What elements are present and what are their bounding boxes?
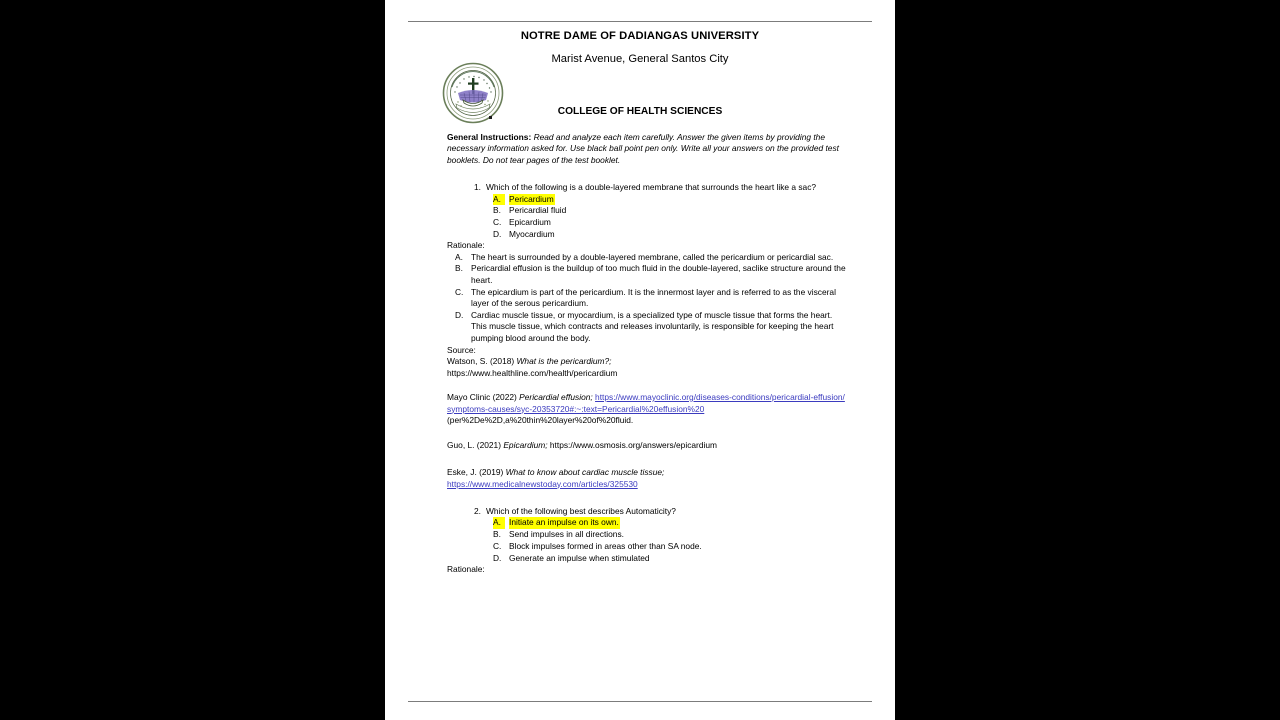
source-author-year: Watson, S. (2018) bbox=[447, 356, 515, 366]
option-letter: B. bbox=[493, 205, 501, 216]
document-header bbox=[408, 29, 872, 118]
option-text: Pericardial fluid bbox=[509, 205, 567, 216]
option-text: Send impulses in all directions. bbox=[509, 529, 624, 540]
source-entry bbox=[447, 467, 847, 490]
source-url-tail: (per%2De%2D,a%20thin%20layer%20of%20fluid. bbox=[447, 415, 634, 425]
option-letter: B. bbox=[493, 529, 501, 540]
source-title: Epicardium; bbox=[503, 439, 548, 450]
option-row[interactable] bbox=[447, 194, 847, 206]
rationale-row bbox=[447, 252, 847, 264]
general-instructions-text: Read and analyze each item carefully. Answer the given items by providing the necessary information asked for. Use black ball point pen only. Write all your answers on the provided test booklets. Do not tear pages of the test booklet. bbox=[447, 132, 839, 165]
rationale-row bbox=[447, 287, 847, 310]
general-instructions-label: General Instructions: bbox=[447, 132, 532, 142]
source-author-year: Guo, L. (2021) bbox=[447, 439, 502, 450]
college-name: COLLEGE OF HEALTH SCIENCES bbox=[557, 106, 723, 117]
source-title: Pericardial effusion; bbox=[519, 392, 593, 402]
document-page bbox=[385, 0, 895, 720]
rationale-list bbox=[447, 252, 847, 345]
option-row[interactable] bbox=[447, 217, 847, 229]
source-label: Source: bbox=[447, 344, 476, 355]
source-url-link[interactable]: https://www.medicalnewstoday.com/articles/325530 bbox=[447, 478, 638, 489]
question-item bbox=[447, 182, 847, 193]
option-text: Pericardium bbox=[509, 193, 554, 204]
option-letter: D. bbox=[493, 228, 502, 239]
option-letter: A. bbox=[493, 194, 505, 206]
rationale-text: Pericardial effusion is the buildup of too much fluid in the double-layered, saclike structure around the heart. bbox=[471, 263, 846, 286]
option-row[interactable] bbox=[447, 205, 847, 217]
option-text: Block impulses formed in areas other than SA node. bbox=[509, 540, 702, 551]
source-title: What to know about cardiac muscle tissue; bbox=[505, 467, 665, 477]
option-row[interactable] bbox=[447, 541, 847, 553]
question-options bbox=[447, 194, 847, 241]
option-text: Initiate an impulse on its own. bbox=[509, 517, 619, 528]
option-letter: C. bbox=[493, 540, 502, 551]
university-name: NOTRE DAME OF DADIANGAS UNIVERSITY bbox=[520, 30, 760, 42]
source-entry bbox=[447, 392, 847, 427]
option-letter: D. bbox=[493, 552, 502, 563]
option-row[interactable] bbox=[447, 517, 847, 529]
question-item bbox=[447, 506, 847, 517]
question-number: 1. bbox=[474, 182, 481, 193]
source-url: https://www.osmosis.org/answers/epicardium bbox=[549, 439, 717, 450]
source-title: What is the pericardium?; bbox=[516, 356, 612, 366]
question-text: Which of the following is a double-layered membrane that surrounds the heart like a sac? bbox=[486, 182, 817, 193]
source-entry bbox=[447, 356, 847, 379]
option-text: Generate an impulse when stimulated bbox=[509, 552, 650, 563]
rationale-text: The heart is surrounded by a double-layered membrane, called the pericardium or pericardial sac. bbox=[471, 251, 834, 262]
option-row[interactable] bbox=[447, 553, 847, 565]
source-url-link[interactable]: https://www.mayoclinic.org/diseases-conditions/pericardial-effusion/symptoms-causes/syc-20353720#:~:text=Pericardial%20effusion%20 bbox=[447, 392, 845, 414]
footer-rule bbox=[408, 701, 872, 702]
source-author-year: Mayo Clinic (2022) bbox=[447, 392, 517, 402]
header-rule bbox=[408, 21, 872, 22]
source-author-year: Eske, J. (2019) bbox=[447, 467, 504, 477]
rationale-label: Rationale: bbox=[447, 564, 485, 575]
rationale-letter: A. bbox=[455, 251, 463, 262]
rationale-label: Rationale: bbox=[447, 240, 485, 251]
rationale-letter: B. bbox=[455, 263, 463, 274]
option-row[interactable] bbox=[447, 229, 847, 241]
option-letter: C. bbox=[493, 217, 502, 228]
university-address: Marist Avenue, General Santos City bbox=[551, 53, 729, 65]
rationale-letter: D. bbox=[455, 309, 464, 320]
source-url: https://www.healthline.com/health/pericardium bbox=[447, 367, 618, 378]
question-options bbox=[447, 517, 847, 564]
option-text: Epicardium bbox=[509, 217, 551, 228]
option-text: Myocardium bbox=[509, 228, 555, 239]
rationale-row bbox=[447, 310, 847, 345]
source-entry bbox=[447, 440, 847, 452]
option-letter: A. bbox=[493, 517, 505, 529]
question-text: Which of the following best describes Automaticity? bbox=[486, 506, 676, 516]
rationale-letter: C. bbox=[455, 286, 464, 297]
rationale-text: The epicardium is part of the pericardium. It is the innermost layer and is referred to as the visceral layer of the serous pericardium. bbox=[471, 286, 836, 309]
rationale-text: Cardiac muscle tissue, or myocardium, is a specialized type of muscle tissue that forms the heart. This muscle tissue, which contracts and releases involuntarily, is responsible for keeping the heart pumping blood around the body. bbox=[471, 309, 834, 343]
general-instructions bbox=[447, 132, 847, 166]
question-number: 2. bbox=[474, 506, 481, 516]
document-body bbox=[447, 132, 847, 576]
rationale-row bbox=[447, 263, 847, 286]
option-row[interactable] bbox=[447, 529, 847, 541]
